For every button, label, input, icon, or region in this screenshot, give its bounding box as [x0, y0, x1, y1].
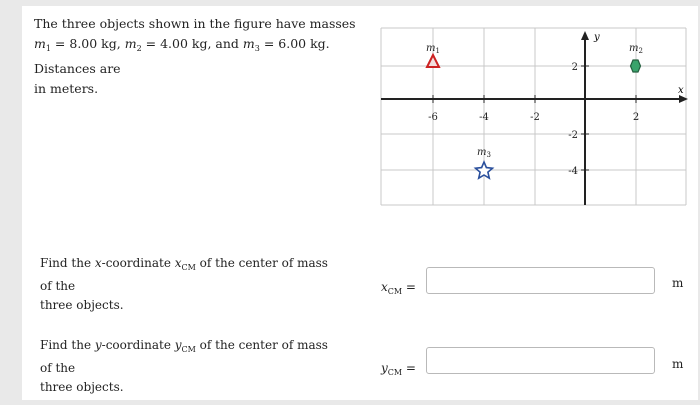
question-y-cm: Find the y-coordinate $y_{CM}$ of the center of mass of the three objects.: [40, 338, 328, 394]
y-cm-label: $y_{CM}$ =: [381, 361, 416, 377]
x-cm-unit: m: [672, 276, 684, 290]
problem-line-3: in meters.: [34, 81, 99, 96]
y-tick-label: -4: [568, 166, 578, 177]
question-x-cm: Find the x-coordinate $x_{CM}$ of the center of mass of the three objects.: [40, 256, 328, 312]
problem-line-1: The three objects shown in the figure have masses: [34, 16, 356, 31]
x-tick-label: -6: [428, 112, 438, 123]
x-cm-label: $x_{CM}$ =: [381, 280, 416, 296]
x-cm-answer-input[interactable]: [426, 267, 655, 294]
y-tick-label: 2: [571, 62, 578, 73]
x-tick-label: -2: [530, 112, 540, 123]
y-cm-answer-input[interactable]: [426, 347, 655, 374]
y-tick-label: -2: [568, 130, 578, 141]
m3-label: $m_3$: [477, 147, 491, 159]
x-axis-label: x: [678, 85, 684, 96]
m2-label: $m_2$: [629, 43, 643, 55]
y-axis-label: y: [594, 32, 600, 43]
triangle-icon: [427, 55, 439, 67]
y-cm-unit: m: [672, 357, 684, 371]
x-tick-label: 2: [632, 112, 640, 123]
x-tick-label: -4: [479, 112, 489, 123]
star-icon: [476, 162, 493, 178]
problem-line-2: $m_1 = 8.00$ kg, $m_2 = 4.00$ kg, and $m_3 = 6.00$ kg. Distances are: [34, 36, 330, 76]
m1-label: $m_1$: [426, 43, 440, 55]
hexagon-icon: [631, 60, 641, 72]
